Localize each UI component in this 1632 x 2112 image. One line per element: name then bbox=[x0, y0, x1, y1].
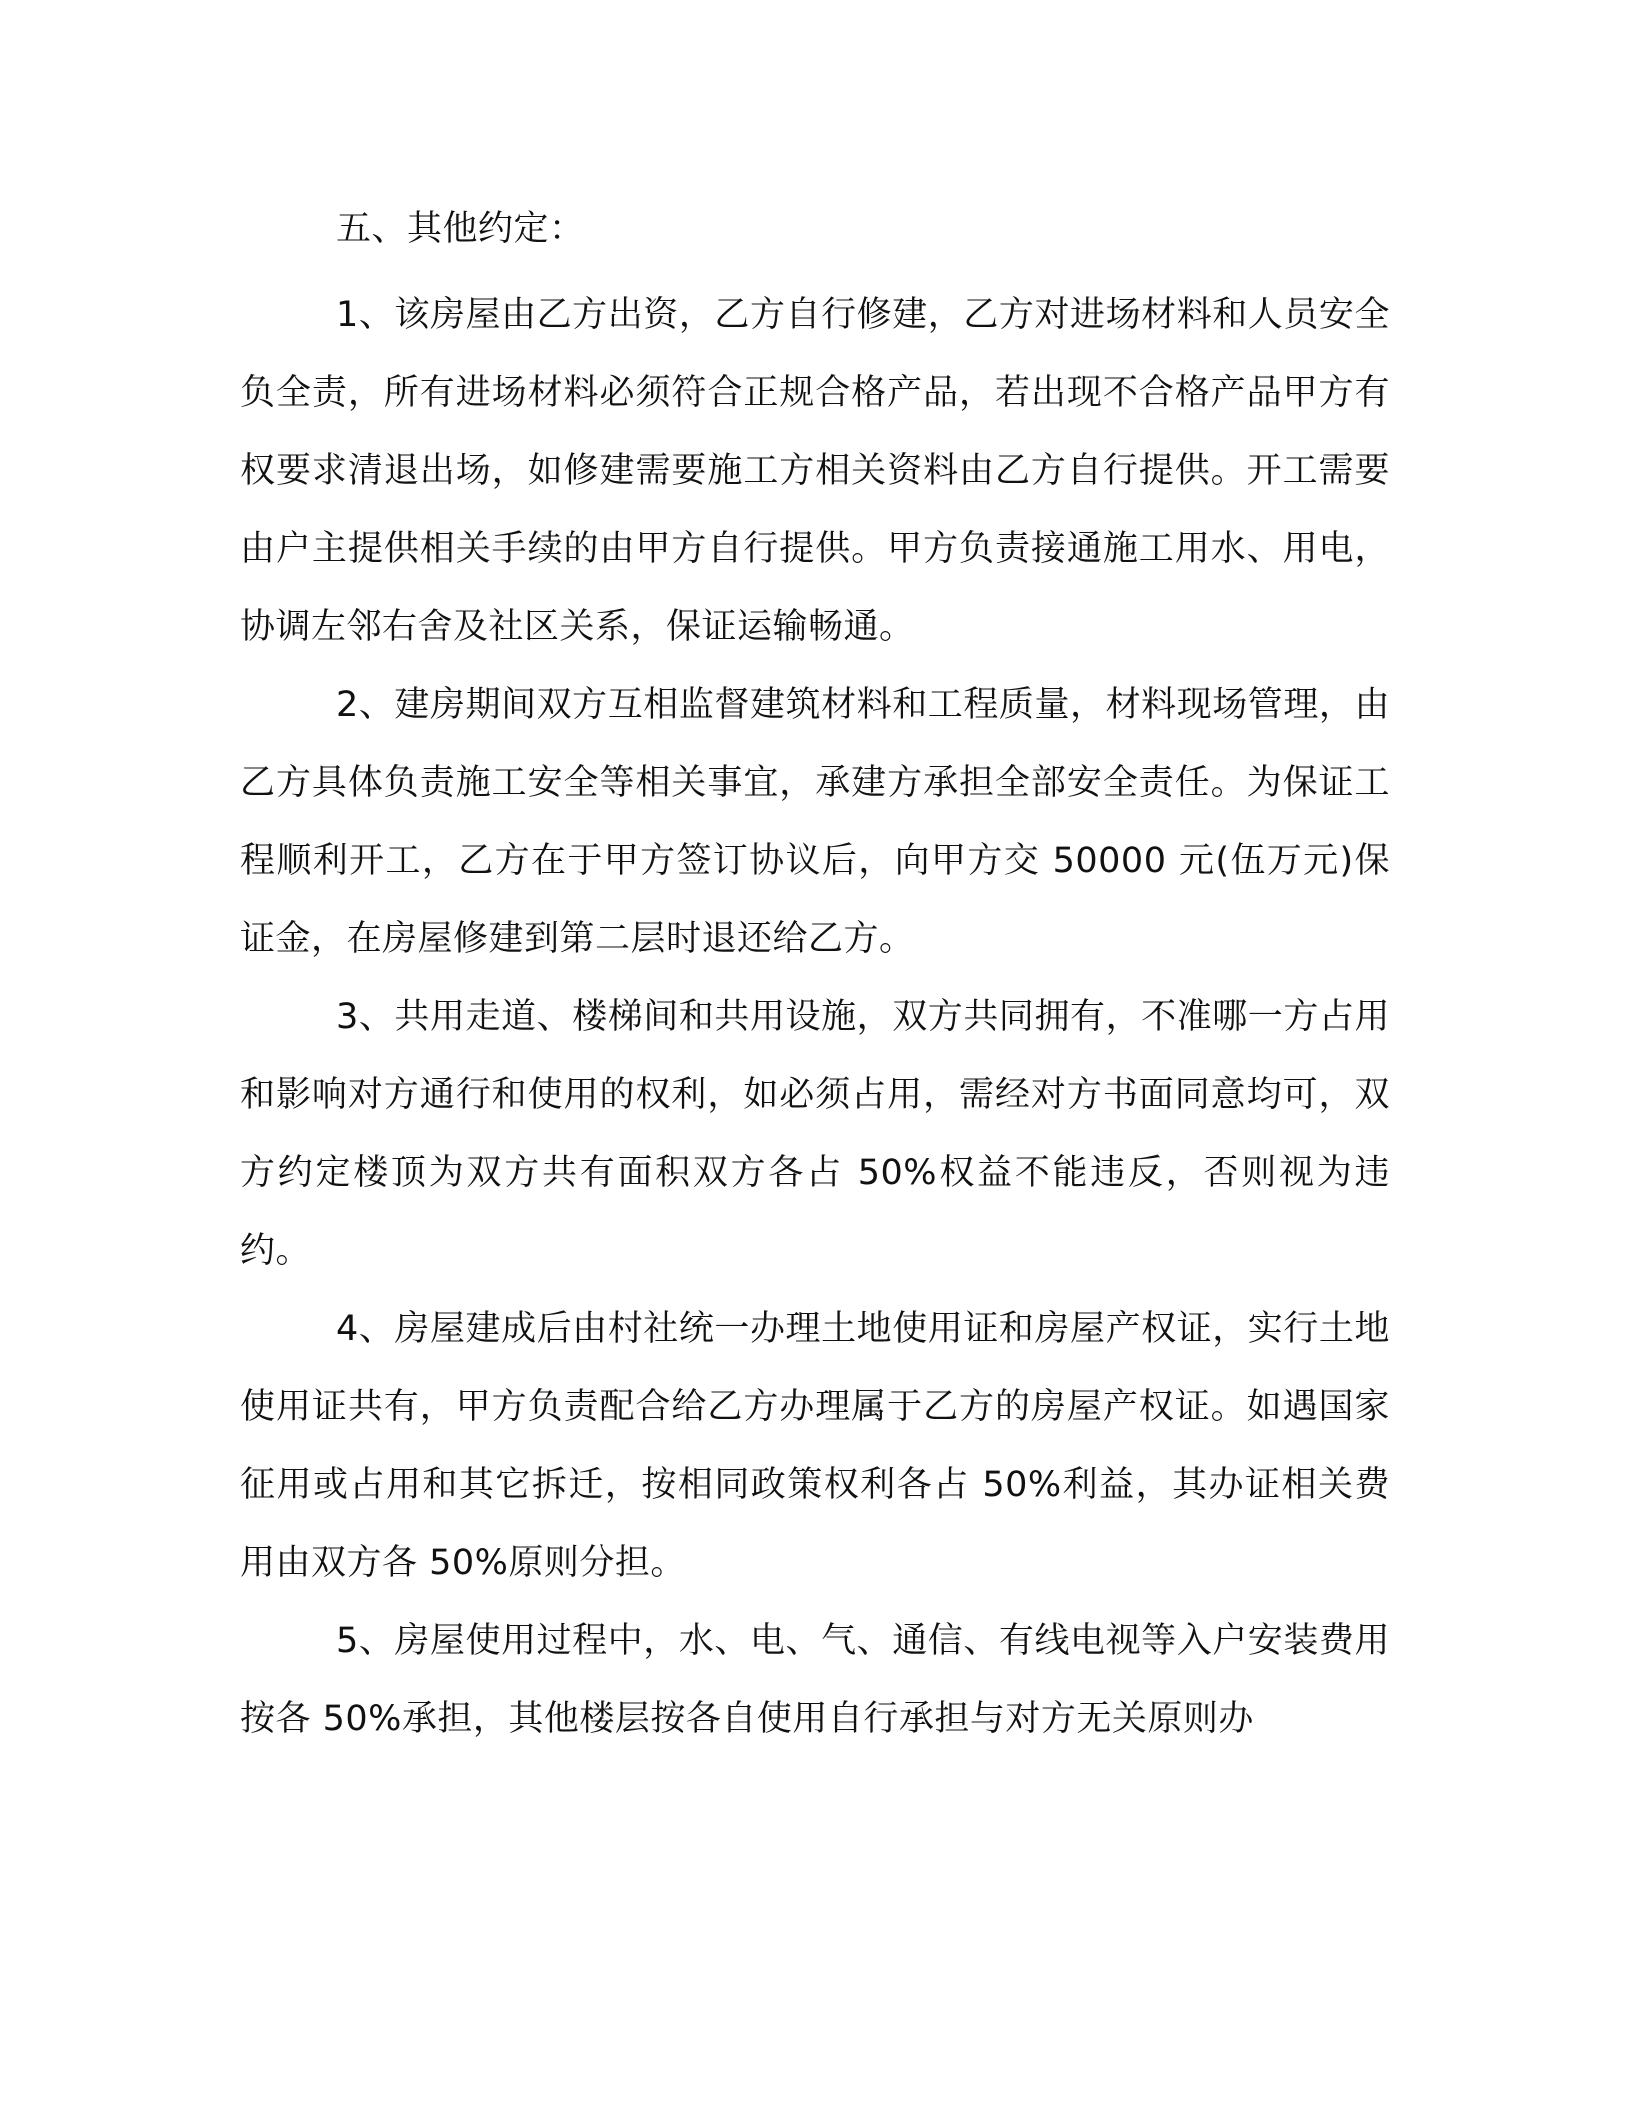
section-heading: 五、其他约定： bbox=[336, 209, 585, 249]
clause-2: 2、建房期间双方互相监督建筑材料和工程质量，材料现场管理，由乙方具体负责施工安全等相关事宜，承建方承担全部安全责任。为保证工程顺利开工，乙方在于甲方签订协议后，向甲方交 50000 元(伍万元)保证金，在房屋修建到第二层时退还给乙方。 bbox=[240, 685, 1390, 959]
document-body bbox=[240, 190, 1390, 1758]
clause-3: 3、共用走道、楼梯间和共用设施，双方共同拥有，不准哪一方占用和影响对方通行和使用的权利，如必须占用，需经对方书面同意均可，双方约定楼顶为双方共有面积双方各占 50%权益不能违反，否则视为违约。 bbox=[240, 997, 1390, 1271]
clause-1: 1、该房屋由乙方出资，乙方自行修建，乙方对进场材料和人员安全负全责，所有进场材料必须符合正规合格产品，若出现不合格产品甲方有权要求清退出场，如修建需要施工方相关资料由乙方自行提供。开工需要由户主提供相关手续的由甲方自行提供。甲方负责接通施工用水、用电，协调左邻右舍及社区关系，保证运输畅通。 bbox=[240, 295, 1390, 647]
clause-5: 5、房屋使用过程中，水、电、气、通信、有线电视等入户安装费用按各 50%承担，其他楼层按各自使用自行承担与对方无关原则办 bbox=[240, 1621, 1390, 1739]
clause-4: 4、房屋建成后由村社统一办理土地使用证和房屋产权证，实行土地使用证共有，甲方负责配合给乙方办理属于乙方的房屋产权证。如遇国家征用或占用和其它拆迁，按相同政策权利各占 50%利益，其办证相关费用由双方各 50%原则分担。 bbox=[240, 1309, 1390, 1583]
